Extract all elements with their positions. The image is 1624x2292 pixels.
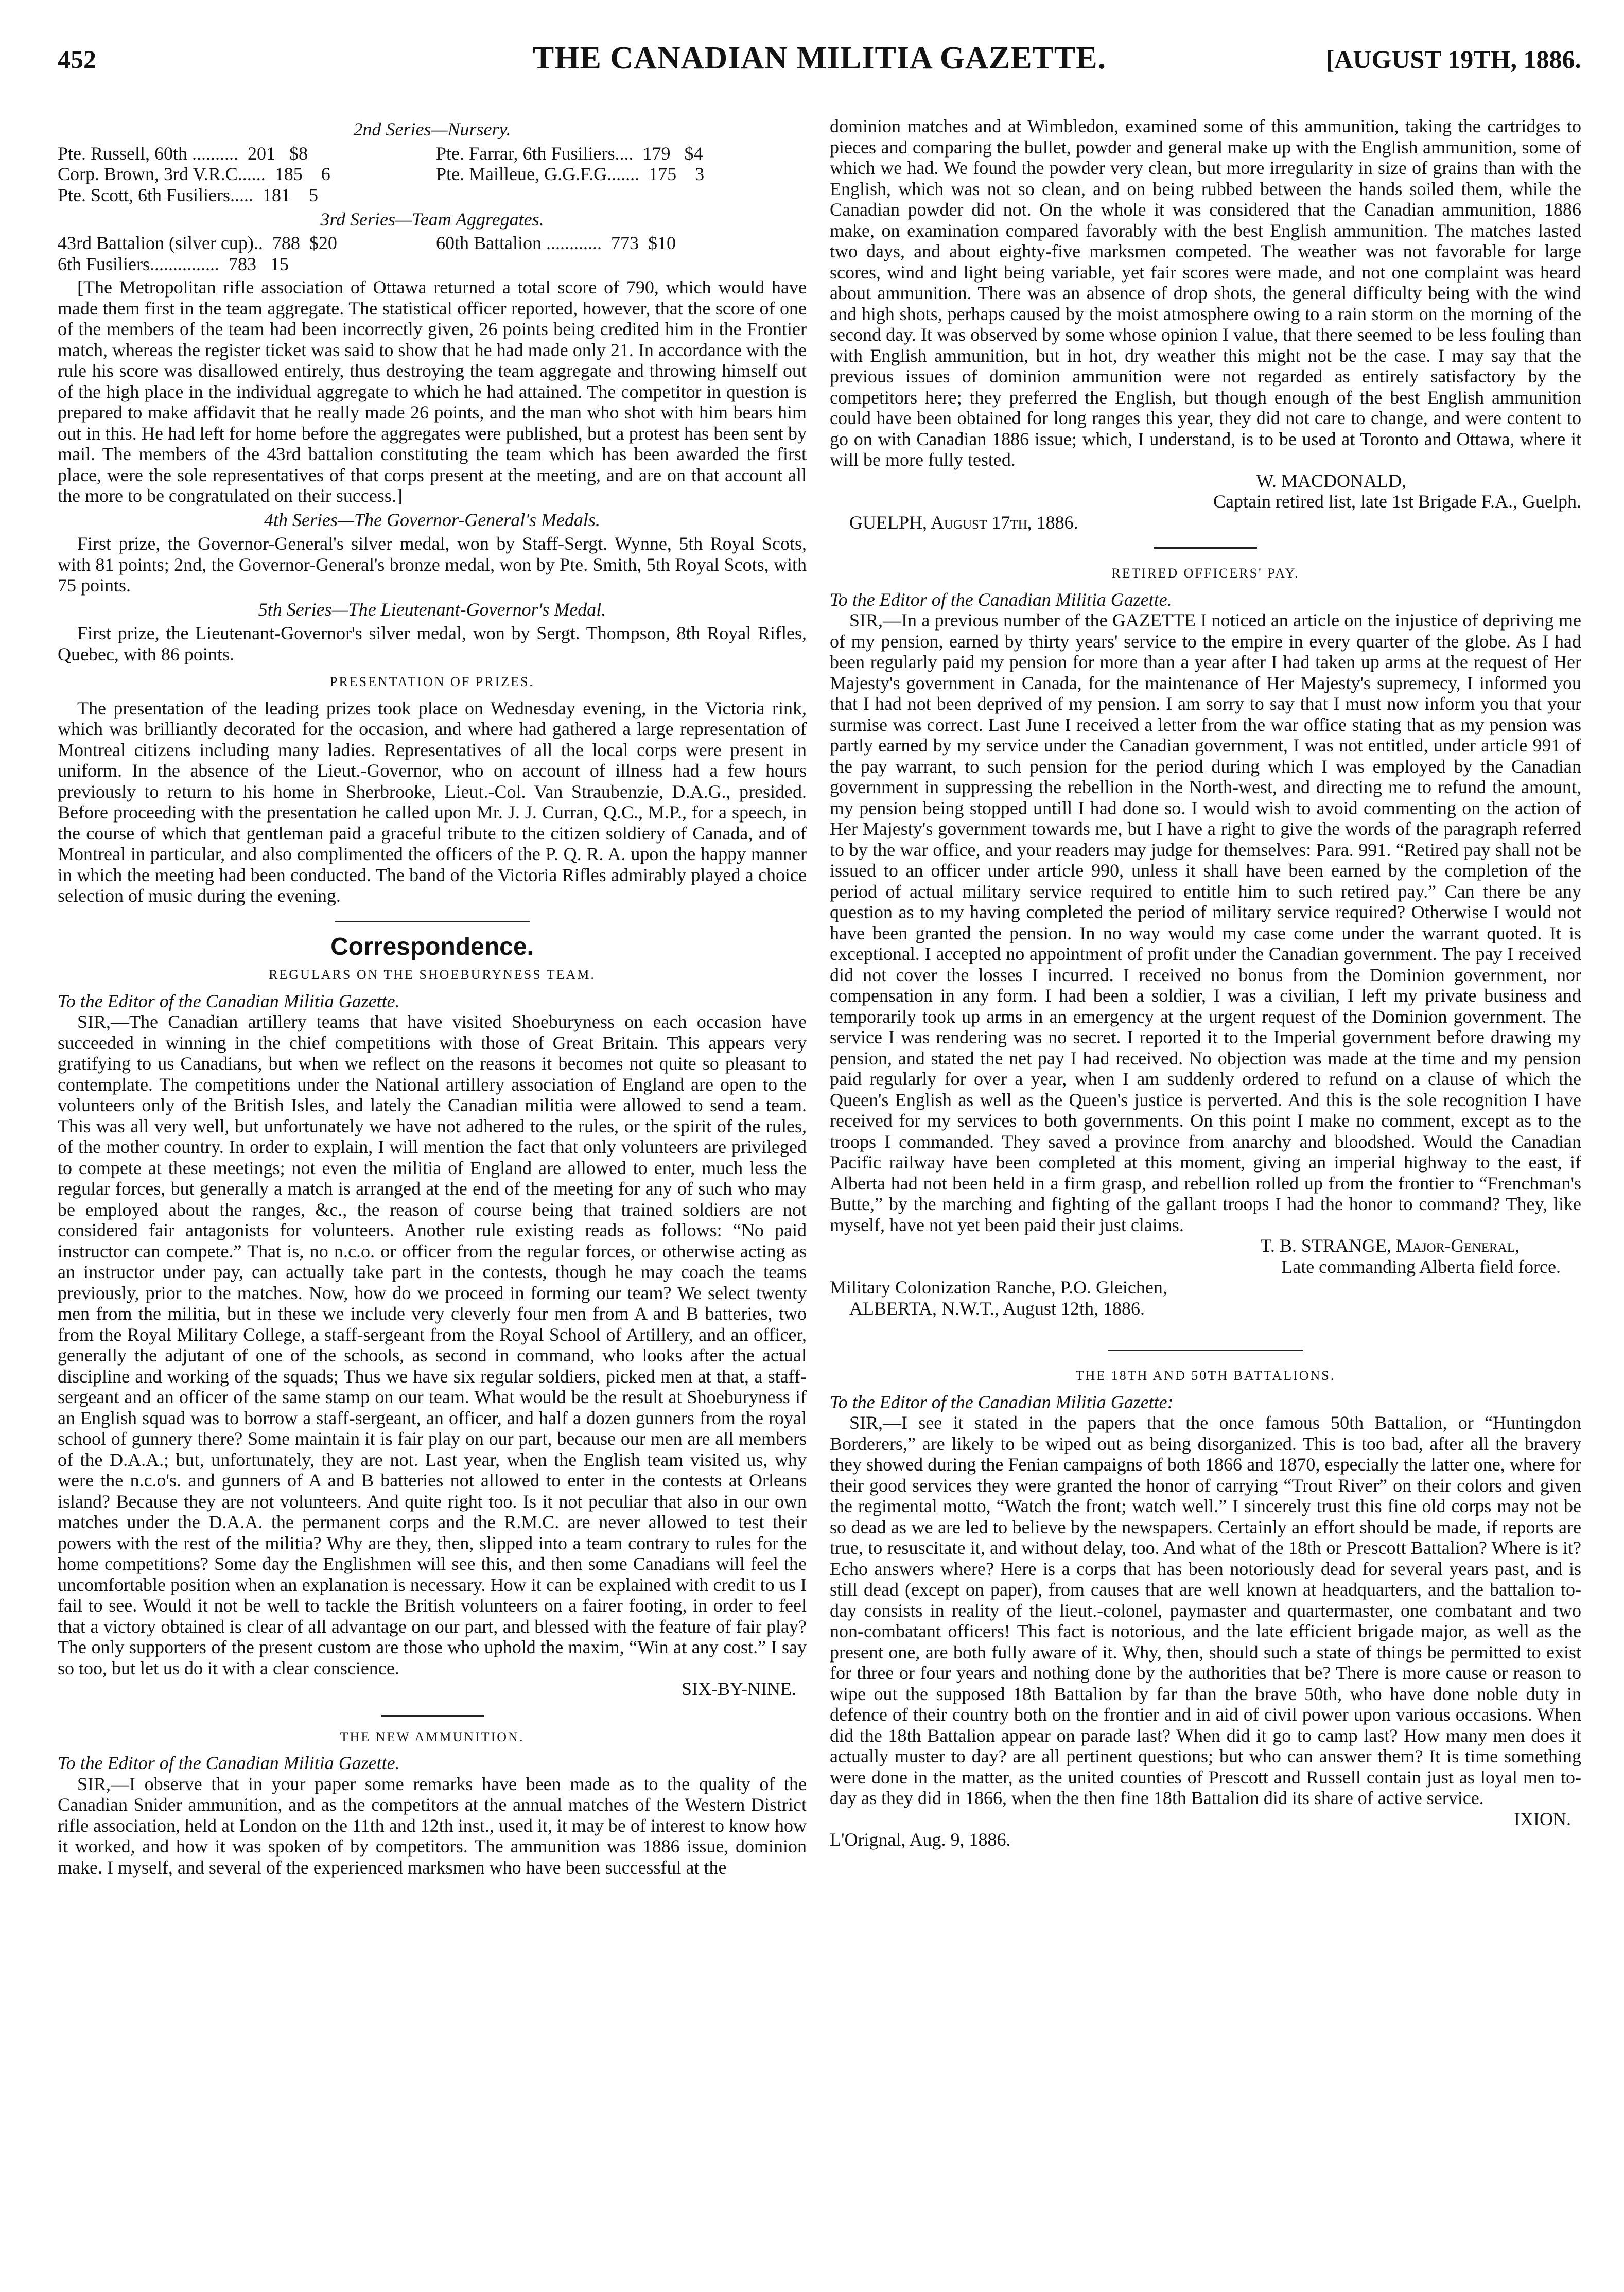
letter-body: SIR,—The Canadian artillery teams that have visited Shoeburyness on each occasion have succeeded in winning in the chief competitions with those of Great Britain. This appears very gratifying to us Canadians, but when we reflect on the reasons it becomes not quite so pleasant to contemplate. The competitions under the National artillery association of England are open to the volunteers only of the British Isles, and lately the Canadian militia were allowed to send a team. This was all very well, but unfortunately we have not adhered to the rules, or the spirit of the rules, of the mother country. In order to explain, I will mention the fact that only volunteers are privileged to compete at these meetings; not even the militia of England are allowed to enter, much less the regular forces, but generally a match is arranged at the end of the meeting for any of such who may be employed about the ranges, &c., the reason of course being that trained soldiers are not considered fair antagonists for volunteers. Another rule existing reads as follows: “No paid instructor can compete.” That is, no n.c.o. or officer from the regular forces, or otherwise acting as an instructor under pay, can actually take part in the contests, though he may coach the teams previously, prior to the matches. Now, how do we proceed in forming our team? We select twenty men from the militia, but in these we include very cleverly four men from A and B batteries, two from the Royal Military College, a staff-sergeant from the Royal School of Artillery, and an officer, generally the adjutant of one of the schools, as second in command, who looks after the actual discipline and working of the squads; Thus we have six regular soldiers, picked men at that, a staff-sergeant and an officer of the same stamp on our team. What would be the result at Shoeburyness if an English squad was to borrow a staff-sergeant, an officer, and half a dozen gunners from the royal school of gunnery there? Some maintain it is fair play on our part, because our men are all members of the D.A.A.; but, unfortunately, they are not. Last year, when the English team visited us, why were the n.c.o's. and gunners of A and B batteries not allowed to enter in the contests at Orleans island? Because they are not volunteers. And quite right too. Is it not peculiar that also in our own matches under the D.A.A. the permanent corps and the R.M.C. are never allowed to test their powers with the rest of the militia? Why are they, then, slipped into a team contrary to rules for the home competitions? Some day the Englishmen will see this, and then some Canadians will feel the uncomfortable position when an explanation is necessary. How it can be explained with credit to us I fail to see. Would it not be well to tackle the British volunteers on a fairer footing, in order to feel that a victory obtained is clear of all advantage on our part, and blessed with the feature of fair play? The only supporters of the present custom are those who uphold the maxim, “Win at any cost.” I say so too, but let us do it with a clear conscience. bbox=[58, 1011, 807, 1678]
series5-text: First prize, the Lieutenant-Governor's silver medal, won by Sergt. Thompson, 8th Royal Rifles, Quebec, with 86 points. bbox=[58, 623, 807, 664]
letter-salutation: To the Editor of the Canadian Militia Gazette. bbox=[830, 589, 1172, 610]
letter-signature: T. B. STRANGE, Major-General, bbox=[1260, 1235, 1520, 1256]
letter-body: SIR,—I observe that in your paper some remarks have been made as to the quality of the Canadian Snider ammunition, and as the competitors at the annual matches of the Western District rifle association, held at London on the 11th and 12th inst., used it, it may be of interest to know how it worked, and how it was spoken of by competitors. The ammunition was 1886 issue, dominion make. I myself, and several of the experienced marksmen who have been successful at the bbox=[58, 1773, 807, 1878]
page-header bbox=[58, 40, 1581, 86]
result-row: 43rd Battalion (silver cup).. 788 $20 bbox=[58, 233, 337, 253]
letter-salutation: To the Editor of the Canadian Militia Gazette. bbox=[58, 990, 400, 1011]
letter-title: THE NEW AMMUNITION. bbox=[340, 1729, 525, 1744]
section-divider bbox=[335, 921, 530, 922]
correspondence-heading: Correspondence. bbox=[330, 933, 534, 960]
result-row: Pte. Russell, 60th .......... 201 $8 bbox=[58, 143, 308, 164]
letter-title: REGULARS ON THE SHOEBURYNESS TEAM. bbox=[269, 967, 596, 982]
letter-signature: W. MACDONALD, bbox=[1256, 470, 1406, 491]
left-column bbox=[58, 116, 807, 1878]
letter-place: GUELPH, August 17th, 1886. bbox=[849, 512, 1078, 533]
team-series-title: 3rd Series—Team Aggregates. bbox=[320, 208, 544, 230]
signature-title: Captain retired list, late 1st Brigade F.A., Guelph. bbox=[1213, 491, 1581, 512]
letter-place: Military Colonization Ranche, P.O. Gleichen, bbox=[830, 1277, 1167, 1298]
section-divider bbox=[1154, 547, 1257, 549]
result-row: Corp. Brown, 3rd V.R.C...... 185 6 bbox=[58, 164, 330, 184]
signature-title: Late commanding Alberta field force. bbox=[1281, 1256, 1561, 1277]
result-row: Pte. Mailleue, G.G.F.G....... 175 3 bbox=[436, 164, 705, 184]
series5-title: 5th Series—The Lieutenant-Governor's Medal. bbox=[258, 599, 606, 620]
result-row: Pte. Scott, 6th Fusiliers..... 181 5 bbox=[58, 184, 319, 205]
letter-body-continued: dominion matches and at Wimbledon, examined some of this ammunition, taking the cartridges to pieces and comparing the bullet, powder and general make up with the English ammunition, some of which we had. We found the powder very clean, but more irregularity in size of grains than with the English, which was not so clean, and on being rubbed between the hands soiled them, while the Canadian powder did not. On the whole it was considered that the Canadian ammunition, 1886 make, on examination compared favorably with the best English ammunition. The matches lasted two days, and about eighty-five marksmen competed. The weather was not favorable for large scores, wind and light being variable, yet fair scores were made, and not one complaint was heard about ammunition. There was an absence of drop shots, the general difficulty being with the wind and high shots, perhaps caused by the moist atmosphere owing to a rain storm on the morning of the second day. It was observed by some whose opinion I value, that there seemed to be less fouling than with English ammunition, but in hot, dry weather this might not be the case. I may say that the previous issues of dominion ammunition were not regarded as entirely satisfactory by the competitors here; they preferred the English, but though enough of the best English ammunition could have been obtained for long ranges this year, they did not care to change, and were content to go on with Canadian 1886 issue; which, I understand, is to be used at Toronto and Ottawa, where it will be more fully tested. bbox=[830, 116, 1581, 470]
letter-title: THE 18TH AND 50TH BATTALIONS. bbox=[1075, 1368, 1336, 1383]
issue-date: [AUGUST 19TH, 1886. bbox=[1325, 45, 1581, 74]
result-row: 60th Battalion ............ 773 $10 bbox=[436, 233, 676, 253]
letter-body: SIR,—In a previous number of the GAZETTE I noticed an article on the injustice of depriving me of my pension, earned by thirty years' service to the empire in every quarter of the globe. As I had been regularly paid my pension for more than a year after I had taken up arms at the request of Her Majesty's government in Canada, for the maintenance of Her Majesty's supremecy, I informed you that I had not been deprived of my pension. I am sorry to say that I must now inform you that your surmise was correct. Last June I received a letter from the war office stating that as my pension was partly earned by my service under the Canadian government, I was not entitled, under article 991 of the pay warrant, to such pension for the period during which I was employed by the Canadian government in suppressing the rebellion in the North-west, and directing me to refund the amount, my pension being stopped untill I had done so. I would wish to avoid commenting on the action of Her Majesty's government towards me, but I have a right to give the words of the paragraph referred to by the war office, and your readers may judge for themselves: Para. 991. “Retired pay shall not be issued to an officer under article 990, unless it shall have been earned by the completion of the period of actual military service required to entitle him to such retired pay.” Can there be any question as to my having completed the period of military service required? Otherwise I would not have been granted the pension. In no way would my case come under the warrant quoted. It is exceptional. I accepted no appointment of profit under the Canadian government. The pay I received did not cover the losses I incurred. I received no bonus from the Dominion government, nor compensation in any form. I had been a soldier, I was a civilian, I left my private business and temporarily took up arms in an emergency at the urgent request of the Dominion government. The service I was rendering was no secret. I reported it to the Imperial government before drawing my pension, and stated the net pay I had received. No objection was made at the time and my pension paid regularly for over a year, when I am suddenly ordered to refund on a clause of which the Queen's English as well as the Queen's justice is perverted. And this is the sole recognition I have received for my services to both governments. On this point I make no comment, except as to the troops I commanded. They saved a province from anarchy and bloodshed. Would the Canadian Pacific railway have been completed at this moment, giving an imperial highway to the east, if Alberta had not been held in a firm grasp, and rebellion rolled up from the frontier to “Frenchman's Butte,” by the marching and fighting of the gallant troops I had the honor to command? They, like myself, have not yet been paid their just claims. bbox=[830, 610, 1581, 1235]
series4-title: 4th Series—The Governor-General's Medals. bbox=[264, 509, 600, 530]
presentation-text: The presentation of the leading prizes took place on Wednesday evening, in the Victoria rink, which was brilliantly decorated for the occasion, and where had gathered a large representation of Montreal citizens including many ladies. Representatives of all the local corps were present in uniform. In the absence of the Lieut.-Governor, who on account of illness had a few hours previously to return to his home in Sherbrooke, Lieut.-Col. Van Straubenzie, D.A.G., presided. Before proceeding with the presentation he called upon Mr. J. J. Curran, Q.C., M.P., for a speech, in the course of which that gentleman paid a graceful tribute to the citizen soldiery of Canada, and of Montreal in particular, and also complimented the officers of the P. Q. R. A. upon the happy manner in which the meeting had been conducted. The band of the Victoria Rifles admirably played a choice selection of music during the evening. bbox=[58, 697, 807, 906]
letter-salutation: To the Editor of the Canadian Militia Gazette. bbox=[58, 1753, 400, 1773]
letter-salutation: To the Editor of the Canadian Militia Gazette: bbox=[830, 1391, 1174, 1412]
section-divider bbox=[381, 1715, 484, 1717]
letter-signature: IXION. bbox=[1514, 1808, 1571, 1829]
letter-signature: SIX-BY-NINE. bbox=[682, 1678, 796, 1699]
letter-place: ALBERTA, N.W.T., August 12th, 1886. bbox=[849, 1298, 1145, 1319]
letter-body: SIR,—I see it stated in the papers that the once famous 50th Battalion, or “Huntingdon Borderers,” are likely to be wiped out as being disorganized. This is too bad, after all the bravery they showed during the Fenian campaigns of both 1866 and 1870, especially the latter one, where for their good services they were granted the honor of carrying “Trout River” on their colors and given the regimental motto, “Watch the front; watch well.” I sincerely trust this fine old corps may not be so dead as we are led to believe by the newspapers. Certainly an effort should be made, if reports are true, to resuscitate it, and without delay, too. And what of the 18th or Prescott Battalion? Where is it? Echo answers where? Here is a corps that has been notoriously dead for several years past, and is still dead (except on paper), from causes that are well known at headquarters, and the battalion to-day consists in reality of the lieut.-colonel, paymaster and quartermaster, one combatant and two non-combatant officers! This fact is notorious, and the late efficient brigade major, as well as the present one, are both fully aware of it. Why, then, should such a state of things be permitted to exist for three or four years and nothing done by the authorities that be? There is more cause or reason to wipe out the supposed 18th Battalion by far than the brave 50th, who have done noble duty in defence of their country both on the frontier and in aid of civil power upon various occasions. When did the 18th Battalion appear on parade last? When did it go to camp last? How many men does it actually muster to day? are all pertinent questions; but who can answer them? It is time something were done in the matter, as the united counties of Prescott and Russell contain just as loyal men to-day as they did in 1866, when the then fine 18th Battalion did its share of active service. bbox=[830, 1412, 1581, 1808]
result-row: Pte. Farrar, 6th Fusiliers.... 179 $4 bbox=[436, 143, 703, 164]
letter-place: L'Orignal, Aug. 9, 1886. bbox=[830, 1829, 1011, 1850]
right-column bbox=[830, 116, 1581, 1850]
presentation-heading: PRESENTATION OF PRIZES. bbox=[329, 674, 534, 689]
letter-title: RETIRED OFFICERS' PAY. bbox=[1111, 566, 1300, 581]
masthead-title: THE CANADIAN MILITIA GAZETTE. bbox=[532, 41, 1107, 76]
series4-text: First prize, the Governor-General's silver medal, won by Staff-Sergt. Wynne, 5th Royal Scots, with 81 points; 2nd, the Governor-General's bronze medal, won by Pte. Smith, 5th Royal Scots, with 75 points. bbox=[58, 533, 807, 596]
page-number: 452 bbox=[58, 45, 96, 74]
nursery-results bbox=[58, 143, 807, 206]
team-results bbox=[58, 233, 807, 277]
nursery-series-title: 2nd Series—Nursery. bbox=[353, 119, 511, 139]
section-divider bbox=[1108, 1350, 1303, 1351]
team-aggregate-note: [The Metropolitan rifle association of Ottawa returned a total score of 790, which would have made them first in the team aggregate. The statistical officer reported, however, that the score of one of the members of the team had been incorrectly given, 26 points being credited him in the Frontier match, whereas the register ticket was said to show that he had made only 21. In accordance with the rule his score was disallowed entirely, thus destroying the team aggregate and throwing himself out of the high place in the individual aggregate to which he had attained. The competitor in question is prepared to make affidavit that he really made 26 points, and the man who shot with him bears him out in this. He had left for home before the aggregates were published, but a protest has been sent by mail. The members of the 43rd battalion constituting the team which has been awarded the first place, were the sole representatives of that corps present at the meeting, and are on that account all the more to be congratulated on their success.] bbox=[58, 277, 807, 506]
result-row: 6th Fusiliers............... 783 15 bbox=[58, 253, 289, 274]
